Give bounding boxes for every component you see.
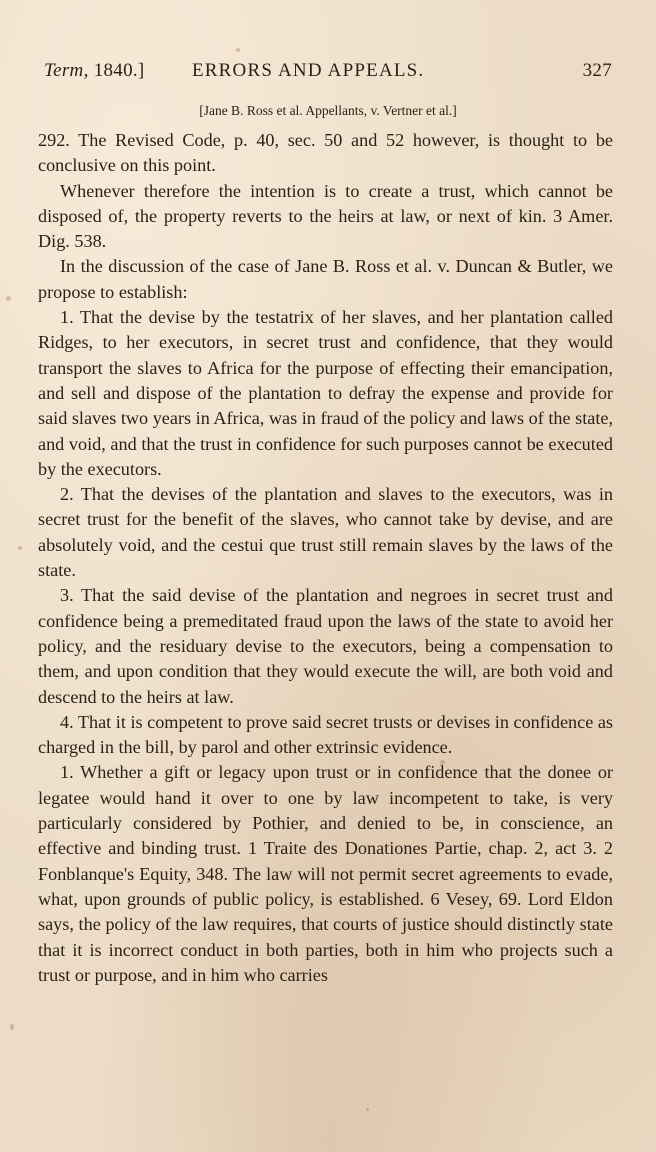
foxing-spot <box>6 296 11 301</box>
paragraph: 4. That it is competent to prove said secret trusts or devises in confidence as charged in the bill, by parol and other extrinsic evidence. <box>38 711 613 758</box>
foxing-spot <box>18 546 22 550</box>
page-body <box>38 128 613 988</box>
foxing-spot <box>366 1108 369 1111</box>
term-label: Term, 1840.] <box>44 60 145 81</box>
paragraph: 1. Whether a gift or legacy upon trust or in confidence that the donee or legatee would hand it over to one by law incompetent to take, is very particularly considered by Pothier, and denied to be, in conscience, an effective and binding trust. 1 Traite des Donationes Partie, chap. 2, act 3. 2 Fonblanque's Equity, 348. The law will not permit secret agreements to evade, what, upon grounds of public policy, is established. 6 Vesey, 69. Lord Eldon says, the policy of the law requires, that courts of justice should distinctly state that it is incorrect conduct in both parties, both in him who projects such a trust or purpose, and in him who carries <box>38 762 613 985</box>
case-caption: [Jane B. Ross et al. Appellants, v. Vertner et al.] <box>199 103 457 118</box>
paragraph: 1. That the devise by the testatrix of her slaves, and her plantation called Ridges, to her executors, in secret trust and confidence, that they would transport the slaves to Africa for the purpose of effecting their emancipation, and sell and dispose of the plantation to defray the expense and provide for said slaves two years in Africa, was in fraud of the policy and laws of the state, and void, and that the trust in confidence for such purposes cannot be executed by the executors. <box>38 307 613 479</box>
foxing-spot <box>236 48 240 52</box>
page-number: 327 <box>582 60 612 81</box>
paragraph: 2. That the devises of the plantation and slaves to the executors, was in secret trust for the benefit of the slaves, who cannot take by devise, and are absolutely void, and the cestui que trust still remain slaves by the laws of the state. <box>38 484 613 581</box>
page-title: ERRORS AND APPEALS. <box>192 60 425 81</box>
paragraph: 3. That the said devise of the plantation and negroes in secret trust and confidence being a premeditated fraud upon the laws of the state to avoid her policy, and the residuary devise to the executors, being a compensation to them, and upon condition that they would execute the will, are both void and descend to the heirs at law. <box>38 585 613 707</box>
running-head <box>44 60 612 86</box>
paragraph: Whenever therefore the intention is to create a trust, which cannot be disposed of, the property reverts to the heirs at law, or next of kin. 3 Amer. Dig. 538. <box>38 180 613 252</box>
paragraph: In the discussion of the case of Jane B. Ross et al. v. Duncan & Butler, we propose to establish: <box>38 256 613 302</box>
paragraph: 292. The Revised Code, p. 40, sec. 50 and 52 however, is thought to be conclusive on this point. <box>38 130 613 176</box>
foxing-spot <box>440 760 445 765</box>
foxing-spot <box>10 1024 14 1030</box>
